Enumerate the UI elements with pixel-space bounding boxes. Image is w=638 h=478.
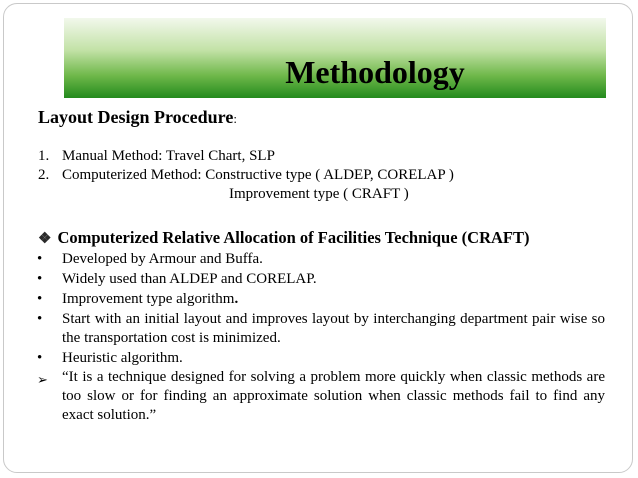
section-heading-colon: : <box>233 111 237 126</box>
slide-title: Methodology <box>285 54 465 90</box>
section-heading-label: Layout Design Procedure <box>38 107 234 127</box>
method-number-2: 2. <box>38 167 50 183</box>
bullet-icon: • <box>37 271 43 287</box>
section-heading <box>38 106 237 130</box>
quote-text: “It is a technique designed for solving a problem more quickly when classic methods are too slow or for finding an approximate solution when classic methods fail to find any exact solution.” <box>62 369 605 423</box>
bullet-icon: • <box>37 311 43 327</box>
method-number-1: 1. <box>38 148 50 164</box>
bullet-text-4: Start with an initial layout and improves layout by interchanging department pair wise so the transportation cost is minimized. <box>62 311 605 346</box>
bullet-icon: • <box>37 251 43 267</box>
arrow-bullet-icon: ➢ <box>37 372 48 387</box>
bullet-text-2: Widely used than ALDEP and CORELAP. <box>62 271 317 287</box>
bullet-icon: • <box>37 291 43 307</box>
bullet-text-3 <box>62 290 238 309</box>
diamond-bullet-icon: ❖ <box>38 231 52 247</box>
method-text-1: Manual Method: Travel Chart, SLP <box>62 148 275 164</box>
craft-heading <box>38 228 530 249</box>
craft-heading-text: Computerized Relative Allocation of Facilities Technique (CRAFT) <box>57 228 530 247</box>
method-text-2: Computerized Method: Constructive type ( ALDEP, CORELAP ) <box>62 167 454 183</box>
method-continuation: Improvement type ( CRAFT ) <box>229 186 409 202</box>
bullet-text-1: Developed by Armour and Buffa. <box>62 251 263 267</box>
bullet-text-5: Heuristic algorithm. <box>62 350 183 366</box>
bullet-text-3-main: Improvement type algorithm <box>62 291 235 307</box>
bullet-icon: • <box>37 350 43 366</box>
bullet-text-3-period: . <box>234 291 239 307</box>
